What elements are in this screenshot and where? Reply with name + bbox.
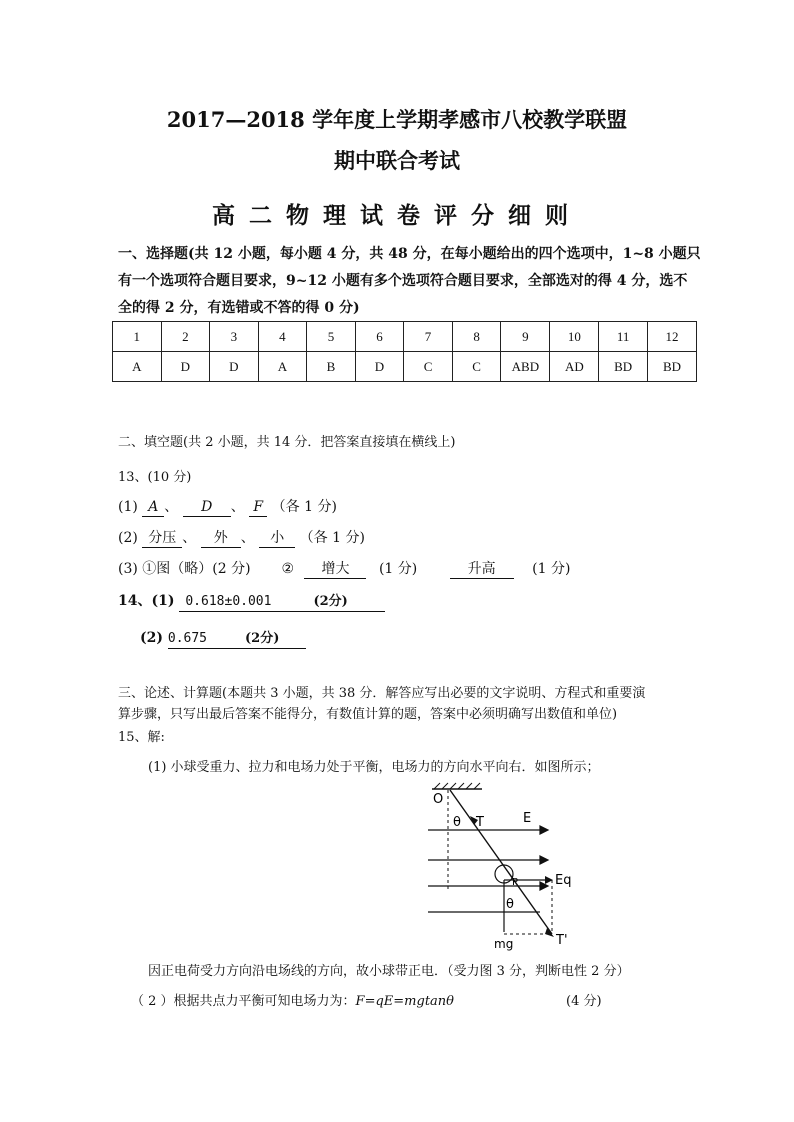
table-cell: BD bbox=[648, 352, 697, 382]
table-cell: 2 bbox=[161, 322, 210, 352]
q13-answer-divider: 分压 bbox=[142, 529, 182, 548]
title-line-2: 期中联合考试 bbox=[334, 148, 460, 173]
q13-part3 bbox=[118, 558, 570, 579]
table-row-numbers bbox=[113, 322, 697, 352]
answer-table bbox=[112, 321, 697, 382]
q13-part1-prefix: (1) bbox=[118, 499, 138, 515]
section2-heading: 二、填空题(共 2 小题，共 14 分．把答案直接填在横线上) bbox=[118, 435, 456, 450]
q13-answer-external: 外 bbox=[201, 529, 241, 548]
label-E: E bbox=[523, 811, 532, 826]
q13-answer-c: F bbox=[249, 498, 267, 517]
q14-answer-1-line bbox=[179, 593, 385, 612]
q13-heading: 13、(10 分) bbox=[118, 470, 192, 485]
section1-line3: 全的得 2 分，有选错或不答的得 0 分) bbox=[118, 300, 360, 316]
section3-line1: 三、论述、计算题(本题共 3 小题，共 38 分．解答应写出必要的文字说明、方程式和重要演 bbox=[118, 686, 646, 701]
label-Eq: Eq bbox=[555, 873, 572, 888]
q14-answer-1: 0.618±0.001 bbox=[185, 594, 272, 609]
section1-line1: 一、选择题(共 12 小题，每小题 4 分，共 48 分，在每小题给出的四个选项中，1~8 小题只 bbox=[118, 246, 701, 262]
table-cell: D bbox=[161, 352, 210, 382]
label-theta-top: θ bbox=[453, 815, 461, 830]
q13-part3-prefix: (3) ①图（略）(2 分) bbox=[118, 561, 251, 577]
separator: 、 bbox=[182, 530, 197, 546]
table-cell: C bbox=[404, 352, 453, 382]
separator: 、 bbox=[240, 530, 255, 546]
table-cell: A bbox=[113, 352, 162, 382]
table-cell: 7 bbox=[404, 322, 453, 352]
label-T-prime: T' bbox=[556, 933, 568, 948]
q13-part2 bbox=[118, 527, 365, 548]
table-cell: 4 bbox=[258, 322, 307, 352]
ceiling-hatch bbox=[434, 783, 480, 789]
q14-part2 bbox=[140, 630, 306, 649]
q15-part2-score: (4 分) bbox=[566, 994, 602, 1009]
table-cell: BD bbox=[599, 352, 648, 382]
table-cell: 9 bbox=[501, 322, 550, 352]
table-cell: 3 bbox=[210, 322, 259, 352]
table-cell: B bbox=[307, 352, 356, 382]
label-theta-bottom: θ bbox=[506, 897, 514, 912]
table-cell: D bbox=[210, 352, 259, 382]
table-cell: 8 bbox=[452, 322, 501, 352]
section1-line2: 有一个选项符合题目要求，9~12 小题有多个选项符合题目要求，全部选对的得 4 分，选不 bbox=[118, 273, 688, 289]
q14-part2-prefix: (2) bbox=[140, 630, 163, 646]
label-T: T bbox=[476, 815, 484, 830]
q15-part1: (1) 小球受重力、拉力和电场力处于平衡，电场力的方向水平向右．如图所示； bbox=[148, 760, 600, 775]
table-row-answers bbox=[113, 352, 697, 382]
table-cell: 11 bbox=[599, 322, 648, 352]
table-cell: ABD bbox=[501, 352, 550, 382]
table-cell: 5 bbox=[307, 322, 356, 352]
label-mg: mg bbox=[494, 937, 514, 951]
title-line-1: 2017—2018 学年度上学期孝感市八校教学联盟 bbox=[166, 107, 628, 132]
table-cell: 12 bbox=[648, 322, 697, 352]
q13-answer-a: A bbox=[142, 498, 164, 517]
q14-part1-score: (2分) bbox=[313, 594, 348, 609]
q13-part1-score: （各 1 分) bbox=[271, 499, 337, 515]
q14-part2-score: (2分) bbox=[245, 631, 280, 646]
q13-part1 bbox=[118, 496, 337, 517]
document-title: 高二物理试卷评分细则 bbox=[212, 202, 582, 229]
q13-part3-score-b: (1 分) bbox=[532, 561, 571, 577]
table-cell: C bbox=[452, 352, 501, 382]
table-cell: 1 bbox=[113, 322, 162, 352]
q13-part3-marker: ② bbox=[281, 561, 295, 577]
q13-answer-increase: 增大 bbox=[304, 560, 366, 579]
q13-answer-small: 小 bbox=[259, 529, 295, 548]
q13-part3-score-a: (1 分) bbox=[378, 561, 418, 577]
label-P: P bbox=[512, 877, 519, 888]
table-cell: AD bbox=[550, 352, 599, 382]
q14-answer-2: 0.675 bbox=[167, 631, 208, 646]
q14-answer-2-line bbox=[168, 630, 306, 649]
table-cell: D bbox=[355, 352, 404, 382]
q14-part1-prefix: 14、(1) bbox=[118, 593, 175, 609]
electric-field-lines bbox=[428, 826, 548, 912]
q15-conclusion: 因正电荷受力方向沿电场线的方向，故小球带正电．（受力图 3 分，判断电性 2 分） bbox=[148, 964, 630, 979]
label-O: O bbox=[433, 792, 444, 807]
q15-heading: 15、解: bbox=[118, 730, 165, 745]
q15-formula: F=qE=mgtanθ bbox=[355, 994, 454, 1009]
q13-part2-score: （各 1 分) bbox=[299, 530, 365, 546]
q13-part2-prefix: (2) bbox=[118, 530, 138, 546]
separator: 、 bbox=[164, 499, 179, 515]
q15-part2 bbox=[131, 990, 454, 1009]
q13-answer-b: D bbox=[183, 498, 231, 517]
table-cell: 10 bbox=[550, 322, 599, 352]
section3-line2: 算步骤，只写出最后答案不能得分，有数值计算的题，答案中必须明确写出数值和单位) bbox=[118, 707, 618, 722]
q13-answer-rise: 升高 bbox=[450, 560, 514, 579]
table-cell: 6 bbox=[355, 322, 404, 352]
q14-part1 bbox=[118, 590, 385, 612]
q15-part2-prefix: （ 2 ）根据共点力平衡可知电场力为： bbox=[131, 994, 356, 1009]
table-cell: A bbox=[258, 352, 307, 382]
force-diagram bbox=[420, 782, 580, 954]
separator: 、 bbox=[230, 499, 245, 515]
